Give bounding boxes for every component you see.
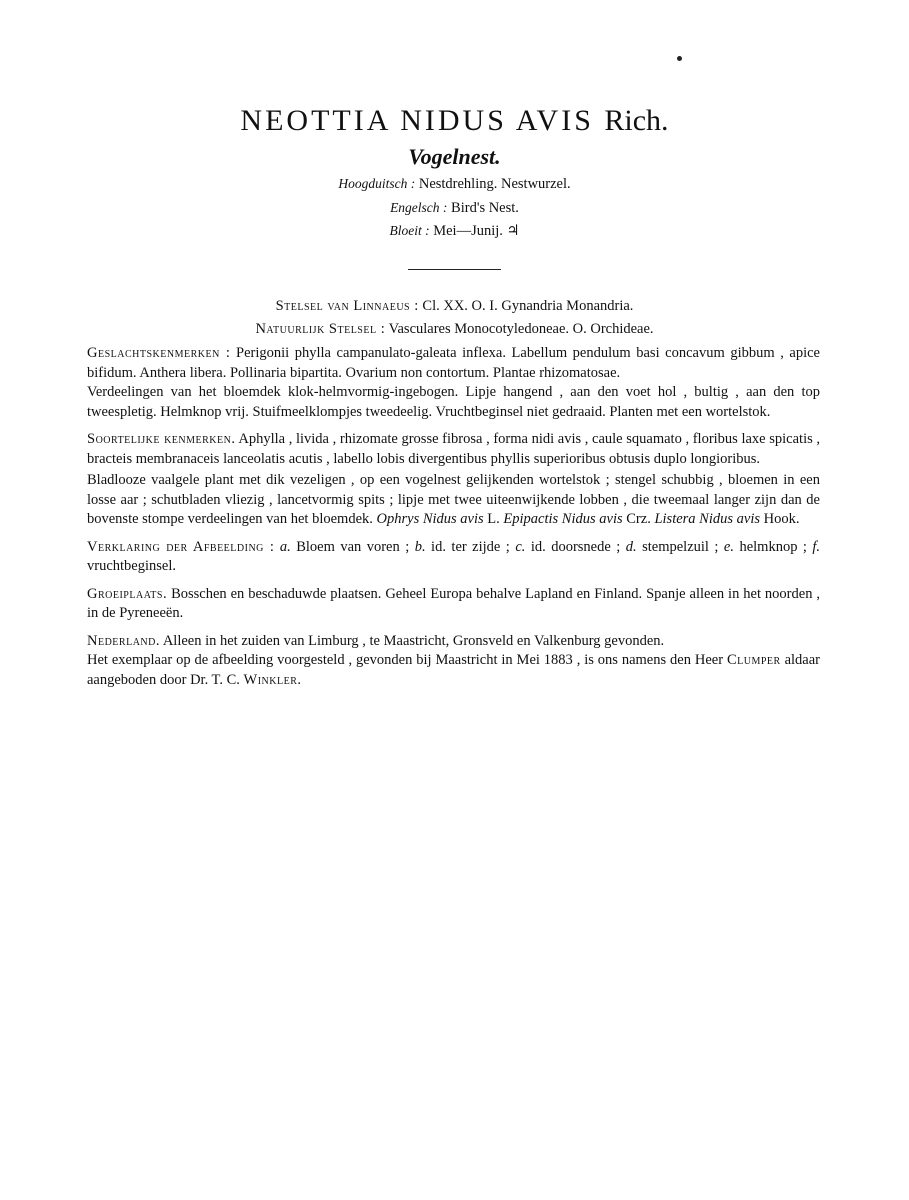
natural-system-label: Natuurlijk Stelsel : <box>255 321 386 337</box>
explanation-a-key: a. <box>279 538 291 555</box>
bloom-label: Bloeit : <box>389 223 430 238</box>
german-value: Nestdrehling. Nestwurzel. <box>418 176 571 192</box>
divider-rule <box>408 269 501 270</box>
synonym-3-author: Hook. <box>763 511 800 527</box>
explanation-d-key: d. <box>625 538 637 555</box>
bloom-value: Mei—Junij. ♃ <box>433 223 520 239</box>
page-title <box>0 104 909 138</box>
habitat-paragraph <box>87 585 820 624</box>
genus-latin-text: Perigonii phylla campanulato-galeata inflexa. Labellum pendulum basi concavum gibbum , apice bifidum. Anthera libera. Pollinaria bipartita. Ovarium non contortum. Plantae rhizomatosae. <box>87 345 820 381</box>
synonym-1-author: L. <box>487 511 500 527</box>
genus-dutch-paragraph: Verdeelingen van het bloemdek klok-helmvormig-ingebogen. Lipje hangend , aan den voet hol , bultig , aan den top tweespletig. Helmknop vrij. Stuifmeelklompjes tweedeelig. Vruchtbeginsel niet gedraaid. Planten met een wortelstok. <box>87 384 820 420</box>
linnaeus-label: Stelsel van Linnaeus : <box>275 298 419 314</box>
english-name-line <box>0 200 909 217</box>
linnaeus-value: Cl. XX. O. I. Gynandria Monandria. <box>422 298 634 314</box>
species-latin-paragraph <box>87 430 820 469</box>
netherlands-text-1: Alleen in het zuiden van Limburg , te Maastricht, Gronsveld en Valkenburg gevonden. <box>162 632 665 649</box>
explanation-e-key: e. <box>723 538 734 555</box>
german-name-line <box>0 176 909 193</box>
explanation-a-text: Bloem van voren ; <box>296 538 410 555</box>
species-dutch-text: Bladlooze vaalgele plant met dik vezeligen , op een vogelnest gelijkenden wortelstok ; stengel schubbig , bloemen in een losse aar ; schutbladen vliezig , lancetvormig spits ; lipje met twee uiteenwijkende lobben , die tweemaal langer zijn dan de bovenste stompe verdeelingen van het bloemdek. <box>87 472 820 527</box>
explanation-e-text: helmknop ; <box>739 538 807 555</box>
explanation-c-key: c. <box>515 538 526 555</box>
synonym-1: Ophrys Nidus avis <box>376 511 484 527</box>
natural-system-line <box>0 321 909 338</box>
explanation-paragraph <box>87 538 820 577</box>
german-label: Hoogduitsch : <box>338 176 416 191</box>
bloom-line <box>0 223 909 240</box>
synonym-3: Listera Nidus avis <box>654 511 760 527</box>
genus-label: Geslachtskenmerken : <box>87 345 231 361</box>
explanation-d-text: stempelzuil ; <box>642 538 719 555</box>
species-latin-text: Aphylla , livida , rhizomate grosse fibrosa , forma nidi avis , caule squamato , floribus laxe spicatis , bracteis membranaceis lanceolatis acutis , labello lobis divergentibus phyllis superioribus obtusis duplo longioribus. <box>87 431 821 467</box>
person-clumper: Clumper <box>726 652 781 668</box>
explanation-c-text: id. doorsnede ; <box>530 538 621 555</box>
common-name: Vogelnest. <box>408 144 501 169</box>
explanation-b-key: b. <box>414 538 426 555</box>
scientific-name: NEOTTIA NIDUS AVIS <box>240 104 594 137</box>
explanation-f-text: vruchtbeginsel. <box>87 558 176 574</box>
linnaeus-system-line <box>0 298 909 315</box>
habitat-text: Bosschen en beschaduwde plaatsen. Geheel Europa behalve Lapland en Finland. Spanje alleen in het noorden , in de Pyreneeën. <box>87 585 821 621</box>
body-text <box>87 344 820 690</box>
natural-system-value: Vasculares Monocotyledoneae. O. Orchideae. <box>388 321 654 337</box>
specimen-text-1: Het exemplaar op de afbeelding voorgesteld , gevonden bij Maastricht in Mei 1883 , is ons namens den Heer <box>87 652 724 668</box>
explanation-f-key: f. <box>812 538 821 555</box>
netherlands-label: Nederland. <box>87 632 160 649</box>
specimen-text-2: aldaar aangeboden door Dr. T. C. <box>87 652 821 688</box>
species-label: Soortelijke kenmerken. <box>87 431 236 447</box>
person-winkler: Winkler. <box>243 671 302 688</box>
habitat-label: Groeiplaats. <box>87 585 168 602</box>
genus-latin-paragraph <box>87 344 820 383</box>
english-label: Engelsch : <box>390 200 448 215</box>
specimen-paragraph <box>87 651 820 690</box>
explanation-label: Verklaring der Afbeelding : <box>87 538 275 555</box>
english-value: Bird's Nest. <box>451 200 519 216</box>
author-abbreviation: Rich. <box>604 104 669 137</box>
netherlands-paragraph <box>87 632 820 652</box>
species-dutch-paragraph <box>87 471 820 530</box>
explanation-b-text: id. ter zijde ; <box>431 538 510 555</box>
synonym-2-author: Crz. <box>626 511 651 527</box>
synonym-2: Epipactis Nidus avis <box>503 511 623 527</box>
ink-speck <box>677 56 682 61</box>
